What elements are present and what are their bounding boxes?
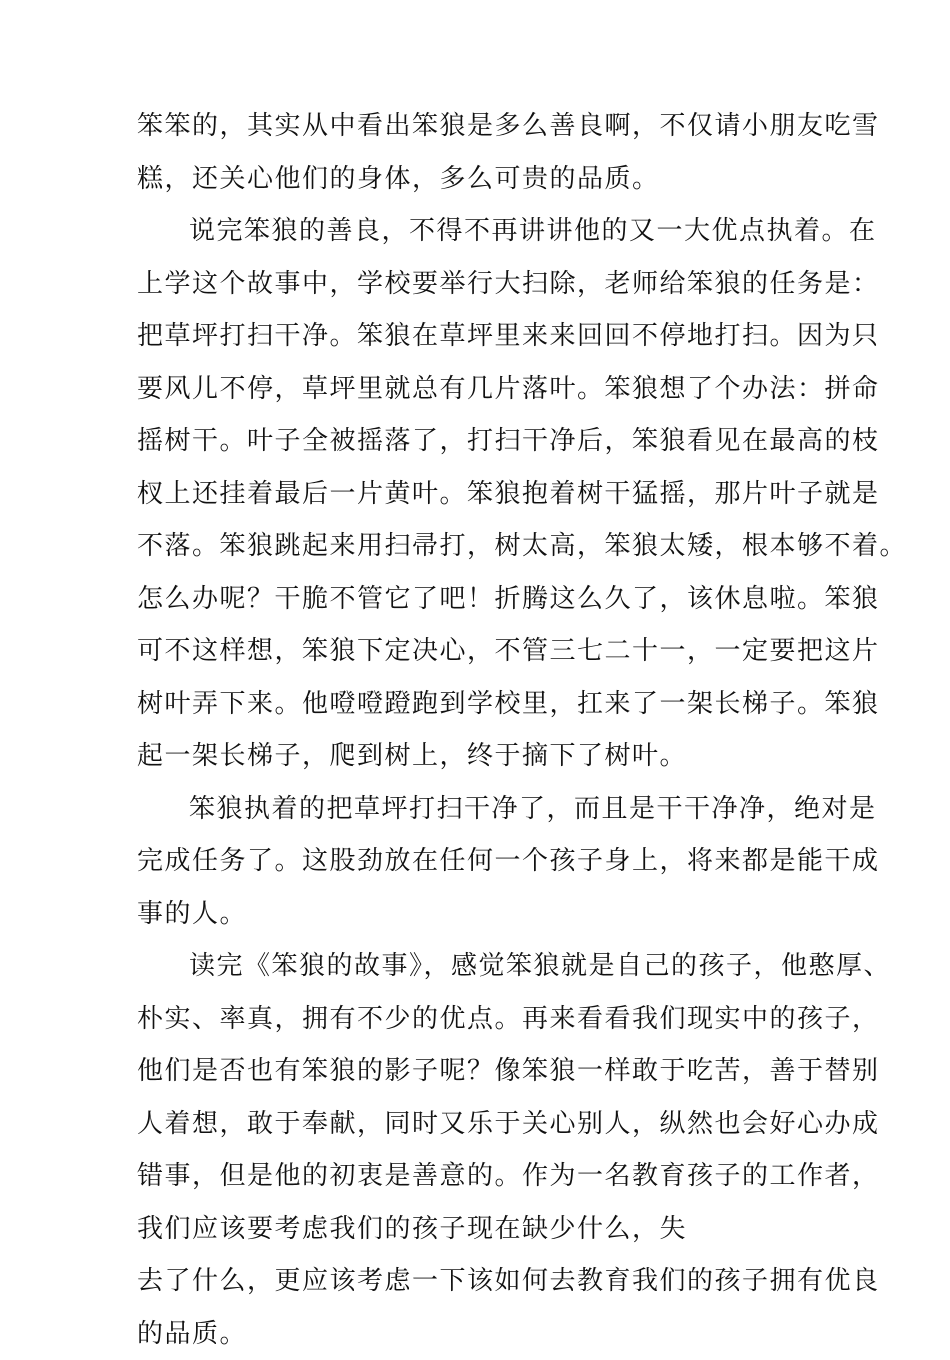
text-line: 要风儿不停，草坪里就总有几片落叶。笨狼想了个办法：拼命 [137,363,847,416]
paragraph-start-line: 说完笨狼的善良，不得不再讲讲他的又一大优点执着。在 [137,205,847,258]
text-line: 完成任务了。这股劲放在任何一个孩子身上，将来都是能干成 [137,835,847,888]
paragraph-start-line: 笨狼执着的把草坪打扫干净了，而且是干干净净，绝对是 [137,783,847,836]
body-text [137,100,847,1360]
text-line: 起一架长梯子，爬到树上，终于摘下了树叶。 [137,730,847,783]
text-line: 上学这个故事中，学校要举行大扫除，老师给笨狼的任务是： [137,258,847,311]
text-line: 我们应该要考虑我们的孩子现在缺少什么，失 [137,1203,847,1256]
text-line: 怎么办呢？干脆不管它了吧！折腾这么久了，该休息啦。笨狼 [137,573,847,626]
paragraph-start-line: 读完《笨狼的故事》，感觉笨狼就是自己的孩子，他憨厚、 [137,940,847,993]
text-line: 去了什么，更应该考虑一下该如何去教育我们的孩子拥有优良 [137,1255,847,1308]
text-line: 杈上还挂着最后一片黄叶。笨狼抱着树干猛摇，那片叶子就是 [137,468,847,521]
text-line: 他们是否也有笨狼的影子呢？像笨狼一样敢于吃苦，善于替别 [137,1045,847,1098]
text-line: 人着想，敢于奉献，同时又乐于关心别人，纵然也会好心办成 [137,1098,847,1151]
text-line: 树叶弄下来。他噔噔蹬跑到学校里，扛来了一架长梯子。笨狼 [137,678,847,731]
text-line: 的品质。 [137,1308,847,1360]
text-line: 可不这样想，笨狼下定决心，不管三七二十一，一定要把这片 [137,625,847,678]
text-line: 不落。笨狼跳起来用扫帚打，树太高，笨狼太矮，根本够不着。 [137,520,847,573]
text-line: 笨笨的，其实从中看出笨狼是多么善良啊，不仅请小朋友吃雪 [137,100,847,153]
text-line: 错事，但是他的初衷是善意的。作为一名教育孩子的工作者， [137,1150,847,1203]
text-line: 摇树干。叶子全被摇落了，打扫干净后，笨狼看见在最高的枝 [137,415,847,468]
text-line: 朴实、率真，拥有不少的优点。再来看看我们现实中的孩子， [137,993,847,1046]
text-line: 事的人。 [137,888,847,941]
text-line: 糕，还关心他们的身体，多么可贵的品质。 [137,153,847,206]
text-line: 把草坪打扫干净。笨狼在草坪里来来回回不停地打扫。因为只 [137,310,847,363]
